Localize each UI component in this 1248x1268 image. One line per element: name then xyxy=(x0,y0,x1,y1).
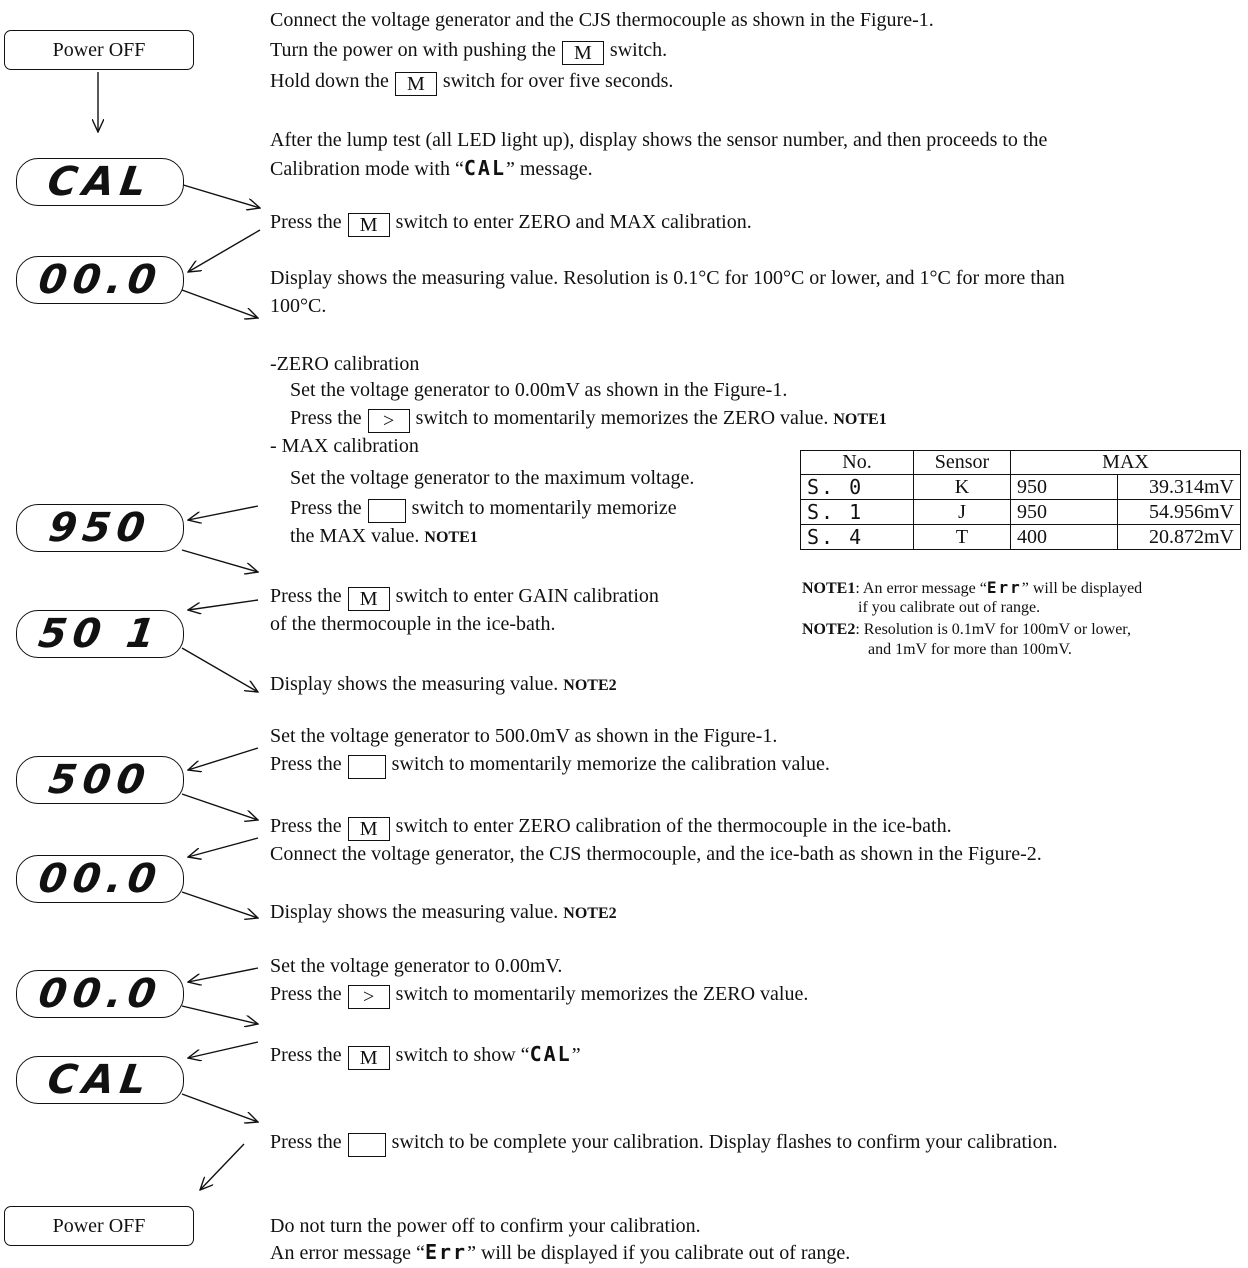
step-err: An error message “Err” will be displayed if you calibrate out of range. xyxy=(270,1240,851,1264)
step-lump-2: Calibration mode with “CAL” message. xyxy=(270,156,593,180)
display-cal-2: CAL xyxy=(16,1056,184,1104)
step-resolution-2: 100°C. xyxy=(270,295,327,317)
table-row: S. 4 T 400 20.872mV xyxy=(801,525,1241,550)
step-enter-zero-ice: Press the M switch to enter ZERO calibration of the thermocouple in the ice-bath. xyxy=(270,815,952,840)
blank-key xyxy=(348,755,386,779)
step-connect-2: Connect the voltage generator, the CJS thermocouple, and the ice-bath as shown in the Figure-2. xyxy=(270,843,1042,865)
display-500: 500 xyxy=(16,756,184,804)
max-cal-set: Set the voltage generator to the maximum voltage. xyxy=(290,467,695,489)
max-table xyxy=(800,450,1241,550)
note2-text-2: and 1mV for more than 100mV. xyxy=(868,641,1072,658)
blank-key xyxy=(368,499,406,523)
zero-cal-heading: -ZERO calibration xyxy=(270,353,420,375)
cal-code: CAL xyxy=(463,156,506,180)
step-set-500: Set the voltage generator to 500.0mV as shown in the Figure-1. xyxy=(270,725,778,747)
step-display-value-2: Display shows the measuring value. NOTE2 xyxy=(270,901,617,923)
step-complete: Press the switch to be complete your calibration. Display flashes to confirm your calibration. xyxy=(270,1130,1058,1157)
m-key: M xyxy=(348,587,390,611)
step-connect-1: Connect the voltage generator and the CJS thermocouple as shown in the Figure-1. xyxy=(270,9,934,31)
blank-key xyxy=(348,1133,386,1157)
step-dont-off: Do not turn the power off to confirm your calibration. xyxy=(270,1215,701,1237)
max-cal-press: Press the switch to momentarily memorize xyxy=(290,496,677,523)
gt-key: > xyxy=(368,409,410,433)
zero-cal-press: Press the > switch to momentarily memorizes the ZERO value. NOTE1 xyxy=(290,407,887,432)
step-mem-cal: Press the switch to momentarily memorize the calibration value. xyxy=(270,752,830,779)
display-950: 950 xyxy=(16,504,184,552)
power-off-box: Power OFF xyxy=(4,30,194,70)
step-enter-zero-max: Press the M switch to enter ZERO and MAX calibration. xyxy=(270,211,752,236)
m-key: M xyxy=(348,1046,390,1070)
step-set-000: Set the voltage generator to 0.00mV. xyxy=(270,955,563,977)
display-zero: 00.0 xyxy=(16,256,184,304)
m-key: M xyxy=(395,72,437,96)
err-code: Err xyxy=(424,1240,468,1264)
step-turn-on: Turn the power on with pushing the M switch. xyxy=(270,39,668,64)
gt-key: > xyxy=(348,985,390,1009)
note1-text: NOTE1: An error message “Err” will be displayed xyxy=(802,578,1143,597)
max-cal-heading: - MAX calibration xyxy=(270,435,419,457)
step-display-value: Display shows the measuring value. NOTE2 xyxy=(270,673,617,695)
m-key: M xyxy=(348,817,390,841)
note1-text-2: if you calibrate out of range. xyxy=(858,599,1041,616)
table-row: S. 1 J 950 54.956mV xyxy=(801,500,1241,525)
step-gain-2: of the thermocouple in the ice-bath. xyxy=(270,613,556,635)
display-501: 50 1 xyxy=(16,610,184,658)
step-mem-zero: Press the > switch to momentarily memorizes the ZERO value. xyxy=(270,983,809,1008)
display-cal: CAL xyxy=(16,158,184,206)
cal-code: CAL xyxy=(529,1042,572,1066)
table-header-row: No. Sensor MAX xyxy=(801,451,1241,475)
step-enter-gain: Press the M switch to enter GAIN calibration xyxy=(270,585,659,610)
display-zero-2: 00.0 xyxy=(16,855,184,903)
power-off-box-2: Power OFF xyxy=(4,1206,194,1246)
note2-text: NOTE2: Resolution is 0.1mV for 100mV or lower, xyxy=(802,621,1131,638)
m-key: M xyxy=(562,41,604,65)
table-row: S. 0 K 950 39.314mV xyxy=(801,475,1241,500)
step-show-cal: Press the M switch to show “CAL” xyxy=(270,1042,581,1069)
zero-cal-set: Set the voltage generator to 0.00mV as shown in the Figure-1. xyxy=(290,379,788,401)
step-lump-1: After the lump test (all LED light up), display shows the sensor number, and then proceeds to the xyxy=(270,129,1048,151)
display-zero-3: 00.0 xyxy=(16,970,184,1018)
step-hold: Hold down the M switch for over five seconds. xyxy=(270,70,674,95)
step-resolution-1: Display shows the measuring value. Resolution is 0.1°C for 100°C or lower, and 1°C for more than xyxy=(270,267,1065,289)
max-cal-value: the MAX value. NOTE1 xyxy=(290,525,478,547)
m-key: M xyxy=(348,213,390,237)
